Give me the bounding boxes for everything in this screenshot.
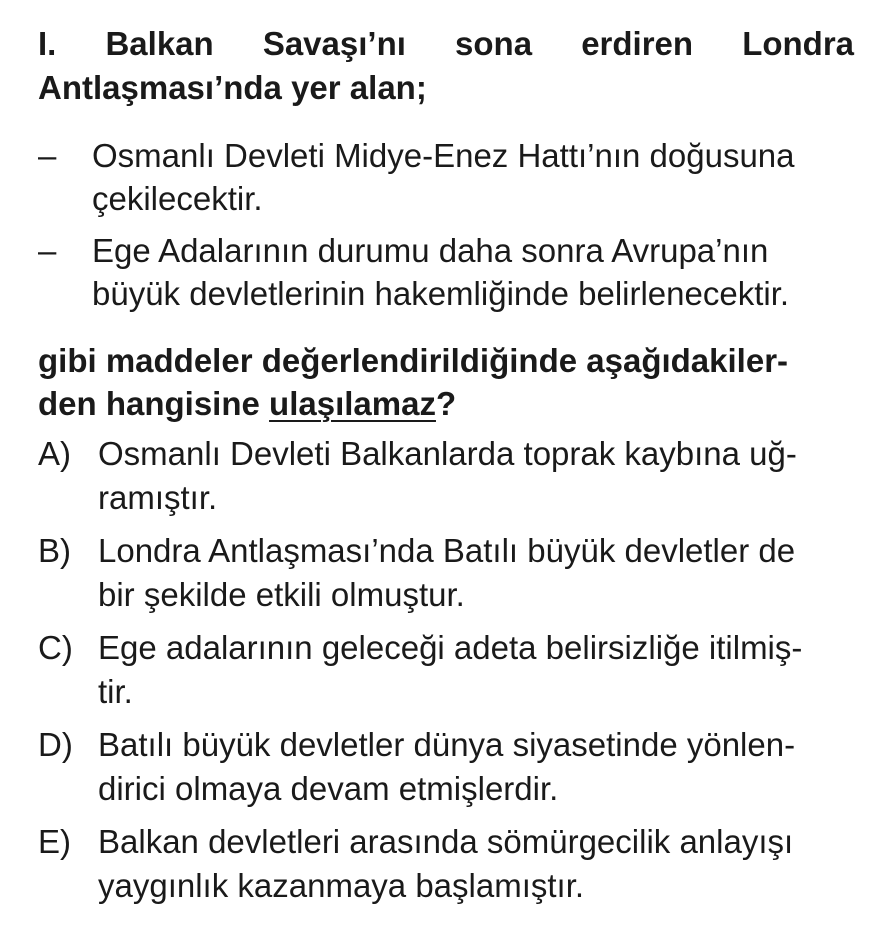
stem-word: I. — [38, 25, 57, 62]
stem-word: sona — [455, 25, 533, 62]
question-prompt-line-1: gibi maddeler değerlendirildiğinde aşağıdakiler- — [38, 342, 789, 379]
bullet-1-line-1: Osmanlı Devleti Midye-Enez Hattı’nın doğusuna — [92, 137, 795, 174]
question-prompt-line-2 — [38, 384, 456, 424]
bullet-dash: – — [38, 232, 57, 269]
option-b-line-2[interactable]: bir şekilde etkili olmuştur. — [98, 576, 465, 613]
stem-word: Balkan — [105, 25, 214, 62]
option-a-letter[interactable]: A) — [38, 435, 71, 472]
option-b-line-1[interactable]: Londra Antlaşması’nda Batılı büyük devletler de — [98, 532, 796, 569]
question-stem-line-1 — [38, 24, 854, 64]
stem-word: Londra — [742, 25, 855, 62]
question-stem-line-2: Antlaşması’nda yer alan; — [38, 69, 427, 106]
prompt-question-mark: ? — [435, 385, 457, 422]
option-c-line-2[interactable]: tir. — [98, 673, 133, 710]
option-b-letter[interactable]: B) — [38, 532, 71, 569]
option-a-line-2[interactable]: ramıştır. — [98, 479, 218, 516]
bullet-2-line-2: büyük devletlerinin hakemliğinde belirlenecektir. — [92, 275, 790, 312]
option-d-letter[interactable]: D) — [38, 726, 73, 763]
prompt-underlined-word: ulaşılamaz — [269, 385, 436, 422]
option-e-letter[interactable]: E) — [38, 823, 71, 860]
option-a-line-1[interactable]: Osmanlı Devleti Balkanlarda toprak kaybına uğ- — [98, 435, 797, 472]
prompt-text: den hangisine — [38, 385, 270, 422]
option-c-letter[interactable]: C) — [38, 629, 73, 666]
option-e-line-1[interactable]: Balkan devletleri arasında sömürgecilik anlayışı — [98, 823, 794, 860]
option-d-line-1[interactable]: Batılı büyük devletler dünya siyasetinde yönlen- — [98, 726, 796, 763]
option-e-line-2[interactable]: yaygınlık kazanmaya başlamıştır. — [98, 867, 585, 904]
stem-word: erdiren — [581, 25, 694, 62]
option-c-line-1[interactable]: Ege adalarının geleceği adeta belirsizliğe itilmiş- — [98, 629, 803, 666]
option-d-line-2[interactable]: dirici olmaya devam etmişlerdir. — [98, 770, 559, 807]
bullet-2-line-1: Ege Adalarının durumu daha sonra Avrupa’nın — [92, 232, 769, 269]
bullet-1-line-2: çekilecektir. — [92, 180, 263, 217]
bullet-dash: – — [38, 137, 57, 174]
stem-word: Savaşı’nı — [262, 25, 406, 62]
